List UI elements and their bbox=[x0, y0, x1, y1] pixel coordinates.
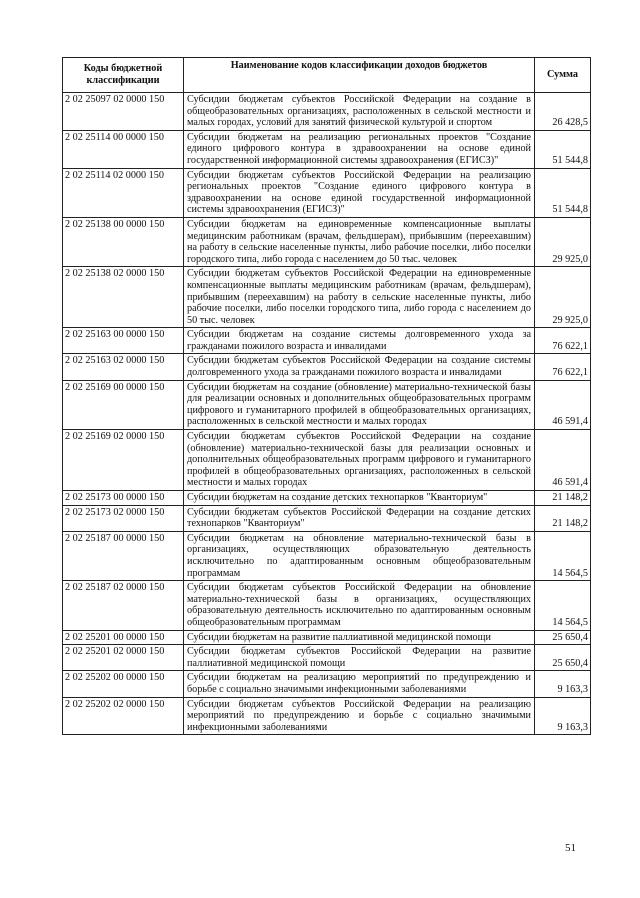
row-name: Субсидии бюджетам субъектов Российской Федерации на создание системы долговременного ухода за гражданами пожилого возраста и инвалидами bbox=[184, 354, 535, 380]
table-row bbox=[63, 217, 591, 266]
row-sum: 14 564,5 bbox=[535, 531, 591, 580]
row-code: 2 02 25202 02 0000 150 bbox=[63, 697, 184, 735]
row-code: 2 02 25114 00 0000 150 bbox=[63, 130, 184, 168]
row-sum: 21 148,2 bbox=[535, 491, 591, 506]
table-row bbox=[63, 491, 591, 506]
row-sum: 46 591,4 bbox=[535, 430, 591, 491]
row-code: 2 02 25163 00 0000 150 bbox=[63, 328, 184, 354]
table-header-row bbox=[63, 58, 591, 93]
row-name: Субсидии бюджетам субъектов Российской Федерации на единовременные компенсационные выплаты медицинским работникам (врачам, фельдшерам), прибывшим (переехавшим) на работу в сельские населенные пункты, либо рабочие поселки, либо поселки городского типа, либо города с населением до 50 тыс. человек bbox=[184, 267, 535, 328]
row-code: 2 02 25187 00 0000 150 bbox=[63, 531, 184, 580]
row-sum: 51 544,8 bbox=[535, 130, 591, 168]
row-name: Субсидии бюджетам субъектов Российской Федерации на реализацию мероприятий по предупреждению и борьбе с социально значимыми инфекционными заболеваниями bbox=[184, 697, 535, 735]
row-name: Субсидии бюджетам на реализацию региональных проектов "Создание единого цифрового контура в здравоохранении на основе единой государственной информационной системы здравоохранения (ЕГИСЗ)" bbox=[184, 130, 535, 168]
row-code: 2 02 25114 02 0000 150 bbox=[63, 168, 184, 217]
table-row bbox=[63, 130, 591, 168]
table-row bbox=[63, 630, 591, 645]
table-row bbox=[63, 581, 591, 630]
table-body bbox=[63, 93, 591, 735]
row-code: 2 02 25187 02 0000 150 bbox=[63, 581, 184, 630]
row-code: 2 02 25097 02 0000 150 bbox=[63, 93, 184, 131]
table-row bbox=[63, 354, 591, 380]
row-code: 2 02 25138 02 0000 150 bbox=[63, 267, 184, 328]
row-name: Субсидии бюджетам на создание детских технопарков "Кванториум" bbox=[184, 491, 535, 506]
row-name: Субсидии бюджетам на развитие паллиативной медицинской помощи bbox=[184, 630, 535, 645]
row-name: Субсидии бюджетам субъектов Российской Федерации на реализацию региональных проектов "Создание единого цифрового контура в здравоохранении на основе единой государственной информационной системы здравоохранения (ЕГИСЗ)" bbox=[184, 168, 535, 217]
row-code: 2 02 25169 02 0000 150 bbox=[63, 430, 184, 491]
row-name: Субсидии бюджетам на реализацию мероприятий по предупреждению и борьбе с социально значимыми инфекционными заболеваниями bbox=[184, 671, 535, 697]
row-name: Субсидии бюджетам субъектов Российской Федерации на создание (обновление) материально-технической базы для реализации основных и дополнительных общеобразовательных программ цифрового и гуманитарного профилей в общеобразовательных организациях, расположенных в сельской местности и малых городах bbox=[184, 430, 535, 491]
row-code: 2 02 25201 02 0000 150 bbox=[63, 645, 184, 671]
table-row bbox=[63, 430, 591, 491]
table-row bbox=[63, 168, 591, 217]
header-code: Коды бюджетной классификации bbox=[63, 58, 184, 93]
row-sum: 76 622,1 bbox=[535, 328, 591, 354]
row-sum: 25 650,4 bbox=[535, 630, 591, 645]
table-row bbox=[63, 328, 591, 354]
row-code: 2 02 25201 00 0000 150 bbox=[63, 630, 184, 645]
row-name: Субсидии бюджетам субъектов Российской Федерации на обновление материально-технической базы в организациях, осуществляющих образовательную деятельность исключительно по адаптированным основным общеобразовательным программам bbox=[184, 581, 535, 630]
budget-table bbox=[62, 57, 591, 735]
row-code: 2 02 25169 00 0000 150 bbox=[63, 380, 184, 429]
row-name: Субсидии бюджетам на единовременные компенсационные выплаты медицинским работникам (врачам, фельдшерам), прибывшим (переехавшим) на работу в сельские населенные пункты, либо рабочие поселки, либо поселки городского типа, либо города с населением до 50 тыс. человек bbox=[184, 217, 535, 266]
row-name: Субсидии бюджетам на обновление материально-технической базы в организациях, осуществляющих образовательную деятельность исключительно по адаптированным основным общеобразовательным программам bbox=[184, 531, 535, 580]
row-sum: 51 544,8 bbox=[535, 168, 591, 217]
row-name: Субсидии бюджетам субъектов Российской Федерации на развитие паллиативной медицинской помощи bbox=[184, 645, 535, 671]
table-row bbox=[63, 645, 591, 671]
row-name: Субсидии бюджетам на создание системы долговременного ухода за гражданами пожилого возраста и инвалидами bbox=[184, 328, 535, 354]
header-sum: Сумма bbox=[535, 58, 591, 93]
table-row bbox=[63, 93, 591, 131]
row-sum: 9 163,3 bbox=[535, 697, 591, 735]
row-sum: 29 925,0 bbox=[535, 217, 591, 266]
row-name: Субсидии бюджетам субъектов Российской Федерации на создание в общеобразовательных организациях, расположенных в сельской местности и малых городах, условий для занятий физической культурой и спортом bbox=[184, 93, 535, 131]
row-sum: 76 622,1 bbox=[535, 354, 591, 380]
table-row bbox=[63, 505, 591, 531]
row-name: Субсидии бюджетам на создание (обновление) материально-технической базы для реализации основных и дополнительных общеобразовательных программ цифрового и гуманитарного профилей в общеобразовательных организациях, расположенных в сельской местности и малых городах bbox=[184, 380, 535, 429]
row-sum: 14 564,5 bbox=[535, 581, 591, 630]
budget-table-sheet bbox=[62, 57, 590, 735]
row-code: 2 02 25138 00 0000 150 bbox=[63, 217, 184, 266]
page-number: 51 bbox=[565, 842, 576, 854]
table-row bbox=[63, 531, 591, 580]
header-name: Наименование кодов классификации доходов бюджетов bbox=[184, 58, 535, 93]
row-sum: 21 148,2 bbox=[535, 505, 591, 531]
table-row bbox=[63, 697, 591, 735]
row-sum: 9 163,3 bbox=[535, 671, 591, 697]
table-row bbox=[63, 380, 591, 429]
row-code: 2 02 25163 02 0000 150 bbox=[63, 354, 184, 380]
row-code: 2 02 25173 00 0000 150 bbox=[63, 491, 184, 506]
row-sum: 29 925,0 bbox=[535, 267, 591, 328]
row-sum: 25 650,4 bbox=[535, 645, 591, 671]
row-code: 2 02 25173 02 0000 150 bbox=[63, 505, 184, 531]
row-sum: 46 591,4 bbox=[535, 380, 591, 429]
table-row bbox=[63, 267, 591, 328]
row-sum: 26 428,5 bbox=[535, 93, 591, 131]
table-row bbox=[63, 671, 591, 697]
row-name: Субсидии бюджетам субъектов Российской Федерации на создание детских технопарков "Кванториум" bbox=[184, 505, 535, 531]
row-code: 2 02 25202 00 0000 150 bbox=[63, 671, 184, 697]
